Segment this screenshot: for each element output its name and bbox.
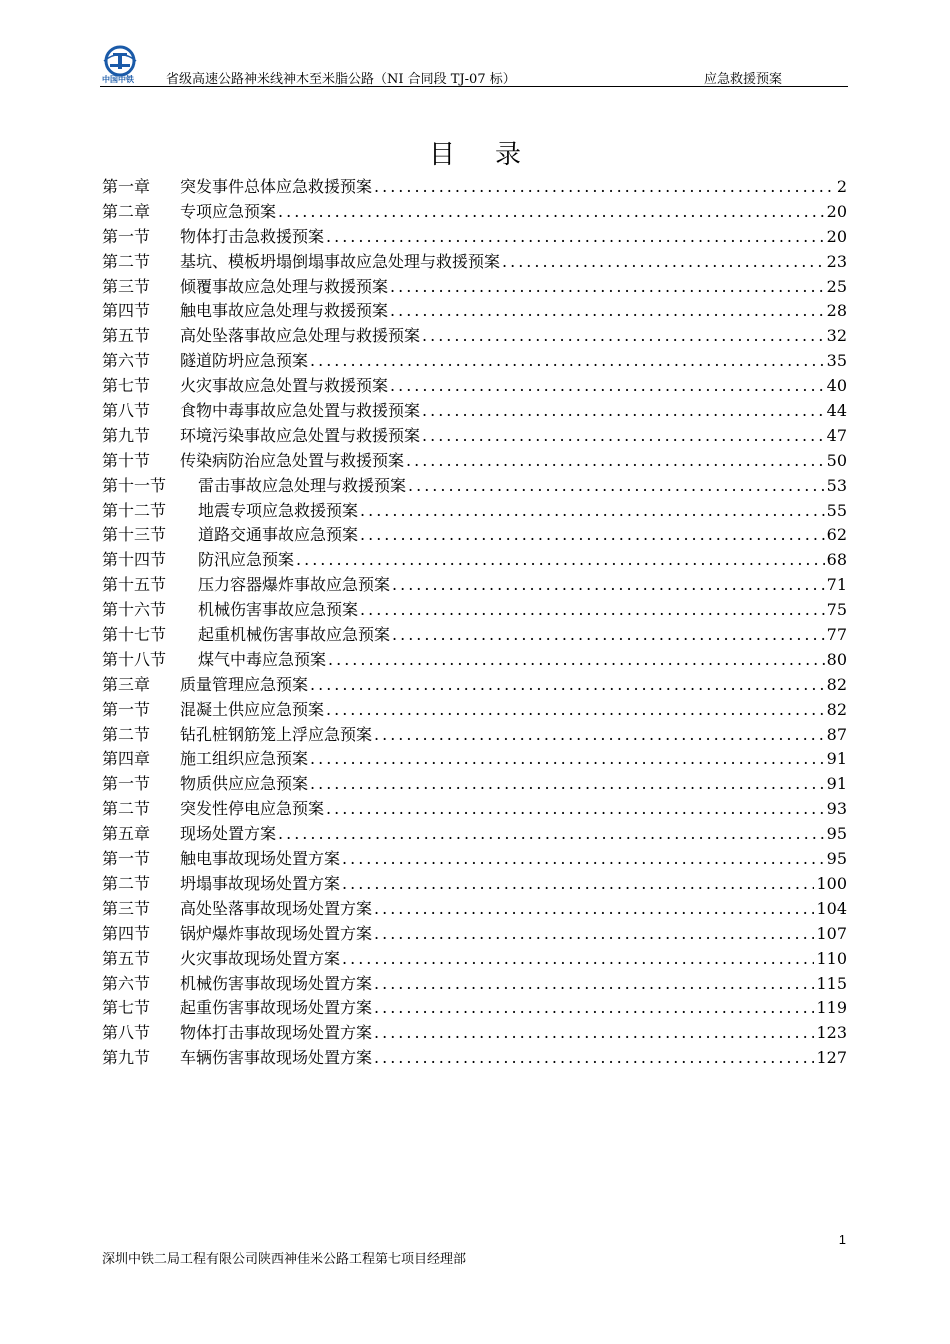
toc-title: 目录 — [428, 140, 561, 170]
toc-entry-page: 71 — [826, 575, 847, 595]
toc-entry-label: 第三节 — [102, 898, 151, 918]
toc-entry-heading: 钻孔桩钢筋笼上浮应急预案 — [180, 724, 373, 744]
toc-dot-leader — [310, 747, 825, 772]
toc-entry-label: 第一章 — [102, 177, 151, 196]
logo-text: 中国中铁 — [102, 75, 134, 84]
toc-entry-heading: 锅炉爆炸事故现场处置方案 — [180, 923, 373, 943]
toc-entry-heading: 压力容器爆炸事故应急预案 — [198, 575, 391, 595]
toc-entry-heading: 火灾事故现场处置方案 — [180, 948, 341, 968]
toc-dot-leader — [360, 598, 825, 623]
toc-entry-heading: 起重伤害事故现场处置方案 — [180, 998, 373, 1018]
toc-dot-leader — [374, 175, 835, 200]
toc-entry[interactable] — [102, 175, 847, 200]
page-number: 1 — [838, 1232, 846, 1247]
toc-dot-leader — [374, 972, 814, 997]
toc-entry[interactable] — [102, 275, 847, 300]
toc-entry-page: 93 — [826, 799, 847, 819]
toc-entry-heading: 防汛应急预案 — [198, 550, 295, 570]
toc-entry-heading: 专项应急预案 — [180, 201, 277, 221]
toc-entry[interactable] — [102, 374, 847, 399]
toc-entry[interactable] — [102, 648, 847, 673]
toc-dot-leader — [390, 275, 825, 300]
toc-entry-label: 第六节 — [102, 973, 151, 993]
toc-entry[interactable] — [102, 299, 847, 324]
toc-entry-page: 55 — [826, 500, 847, 520]
page-footer: 深圳中铁二局工程有限公司陕西神佳米公路工程第七项目经理部 — [102, 1252, 467, 1267]
toc-dot-leader — [360, 523, 825, 548]
toc-entry-page: 80 — [826, 649, 847, 669]
toc-entry-label: 第七节 — [102, 376, 151, 396]
toc-entry-heading: 煤气中毒应急预案 — [198, 649, 327, 669]
toc-dot-leader — [326, 698, 825, 723]
toc-entry-label: 第四章 — [102, 749, 151, 769]
toc-dot-leader — [342, 872, 814, 897]
toc-entry-label: 第三节 — [102, 276, 151, 296]
toc-entry-label: 第十二节 — [102, 500, 167, 520]
toc-entry-page: 95 — [826, 849, 847, 869]
toc-entry-label: 第十四节 — [102, 550, 167, 570]
toc-entry-heading: 环境污染事故应急处置与救援预案 — [180, 425, 421, 445]
toc-dot-leader — [326, 225, 825, 250]
toc-entry[interactable] — [102, 424, 847, 449]
toc-entry-label: 第十三节 — [102, 525, 167, 545]
toc-dot-leader — [342, 947, 814, 972]
toc-entry-page: 82 — [826, 674, 847, 694]
toc-entry[interactable] — [102, 972, 847, 997]
toc-entry-label: 第六节 — [102, 351, 151, 371]
toc-entry-label: 第二节 — [102, 251, 151, 271]
toc-entry-heading: 现场处置方案 — [180, 824, 277, 844]
toc-dot-leader — [374, 897, 814, 922]
toc-entry-page: 91 — [826, 749, 847, 769]
toc-entry-page: 82 — [826, 699, 847, 719]
toc-entry-page: 91 — [826, 774, 847, 794]
toc-entry-page: 35 — [826, 351, 847, 371]
header-divider — [100, 86, 848, 87]
toc-entry-page: 77 — [826, 625, 847, 645]
toc-entry[interactable] — [102, 349, 847, 374]
toc-entry-label: 第八节 — [102, 1023, 151, 1043]
toc-entry-label: 第十八节 — [102, 649, 167, 669]
toc-entry[interactable] — [102, 623, 847, 648]
toc-entry-page: 127 — [816, 1048, 847, 1068]
toc-entry[interactable] — [102, 250, 847, 275]
toc-entry[interactable] — [102, 324, 847, 349]
toc-dot-leader — [374, 1046, 814, 1071]
toc-dot-leader — [392, 623, 825, 648]
toc-entry-heading: 传染病防治应急处置与救援预案 — [180, 450, 405, 470]
toc-entry-label: 第二节 — [102, 799, 151, 819]
toc-dot-leader — [422, 324, 825, 349]
toc-entry-label: 第十节 — [102, 450, 151, 470]
toc-entry-page: 115 — [816, 973, 847, 993]
toc-dot-leader — [374, 922, 814, 947]
toc-entry-heading: 物质供应应急预案 — [180, 774, 309, 794]
toc-entry-page: 119 — [816, 998, 847, 1018]
toc-entry[interactable] — [102, 449, 847, 474]
toc-entry-heading: 道路交通事故应急预案 — [198, 525, 359, 545]
toc-entry[interactable] — [102, 723, 847, 748]
toc-entry-heading: 隧道防坍应急预案 — [180, 351, 309, 371]
toc-dot-leader — [360, 499, 825, 524]
toc-dot-leader — [422, 424, 825, 449]
toc-entry-page: 50 — [826, 450, 847, 470]
toc-entry-label: 第二节 — [102, 724, 151, 744]
toc-dot-leader — [328, 648, 825, 673]
toc-entry-heading: 倾覆事故应急处理与救援预案 — [180, 276, 389, 296]
toc-entry-label: 第十一节 — [102, 475, 167, 495]
toc-entry-heading: 机械伤害事故现场处置方案 — [180, 973, 373, 993]
toc-entry-page: 123 — [816, 1023, 847, 1043]
toc-entry[interactable] — [102, 1046, 847, 1071]
toc-entry[interactable] — [102, 573, 847, 598]
toc-entry-heading: 高处坠落事故应急处理与救援预案 — [180, 326, 421, 346]
toc-entry-heading: 混凝土供应应急预案 — [180, 699, 325, 719]
toc-entry-page: 40 — [826, 376, 847, 396]
header-document-type: 应急救援预案 — [703, 72, 782, 87]
toc-dot-leader — [278, 822, 825, 847]
toc-dot-leader — [278, 200, 825, 225]
toc-entry-heading: 施工组织应急预案 — [180, 749, 309, 769]
toc-entry[interactable] — [102, 698, 847, 723]
toc-entry-label: 第九节 — [102, 1048, 151, 1068]
toc-entry[interactable] — [102, 922, 847, 947]
toc-entry-page: 20 — [826, 201, 847, 221]
toc-entry-page: 53 — [826, 475, 847, 495]
toc-entry-heading: 高处坠落事故现场处置方案 — [180, 898, 373, 918]
toc-entry-label: 第五章 — [102, 824, 151, 844]
toc-entry-heading: 基坑、模板坍塌倒塌事故应急处理与救援预案 — [180, 251, 501, 271]
toc-entry[interactable] — [102, 474, 847, 499]
toc-entry-label: 第一节 — [102, 849, 151, 869]
toc-entry[interactable] — [102, 598, 847, 623]
toc-entry[interactable] — [102, 499, 847, 524]
toc-entry-page: 87 — [826, 724, 847, 744]
toc-entry-label: 第九节 — [102, 425, 151, 445]
toc-entry-heading: 物体打击事故现场处置方案 — [180, 1023, 373, 1043]
toc-entry[interactable] — [102, 673, 847, 698]
toc-entry-page: 95 — [826, 824, 847, 844]
toc-entry-page: 44 — [826, 401, 847, 421]
toc-entry[interactable] — [102, 772, 847, 797]
toc-entry-label: 第八节 — [102, 401, 151, 421]
toc-entry[interactable] — [102, 847, 847, 872]
toc-entry-label: 第十五节 — [102, 575, 167, 595]
toc-entry[interactable] — [102, 399, 847, 424]
toc-entry-page: 62 — [826, 525, 847, 545]
toc-entry[interactable] — [102, 996, 847, 1021]
toc-entry[interactable] — [102, 822, 847, 847]
toc-entry-label: 第十七节 — [102, 625, 167, 645]
toc-entry-label: 第三章 — [102, 674, 151, 694]
toc-entry[interactable] — [102, 947, 847, 972]
toc-entry-heading: 质量管理应急预案 — [180, 674, 309, 694]
toc-entry-heading: 食物中毒事故应急处置与救援预案 — [180, 401, 421, 421]
toc-entry-label: 第七节 — [102, 998, 151, 1018]
toc-entry-label: 第一节 — [102, 226, 151, 246]
toc-dot-leader — [310, 772, 825, 797]
toc-dot-leader — [374, 1021, 814, 1046]
toc-entry-label: 第二节 — [102, 873, 151, 893]
toc-dot-leader — [392, 573, 825, 598]
toc-entry-heading: 火灾事故应急处置与救援预案 — [180, 376, 389, 396]
toc-dot-leader — [390, 374, 825, 399]
toc-entry-heading: 机械伤害事故应急预案 — [198, 600, 359, 620]
toc-entry[interactable] — [102, 523, 847, 548]
header-title: 省级高速公路神米线神木至米脂公路（NI 合同段 TJ-07 标） — [166, 72, 516, 87]
toc-entry-page: 25 — [826, 276, 847, 296]
toc-entry-page: 23 — [826, 251, 847, 271]
toc-entry-page: 47 — [826, 425, 847, 445]
toc-entry[interactable] — [102, 897, 847, 922]
toc-entry-heading: 触电事故应急处理与救援预案 — [180, 301, 389, 321]
toc-entry-label: 第二章 — [102, 201, 151, 221]
toc-entry-page: 32 — [826, 326, 847, 346]
toc-entry-label: 第一节 — [102, 774, 151, 794]
toc-entry[interactable] — [102, 797, 847, 822]
toc-dot-leader — [406, 449, 825, 474]
toc-entry-label: 第四节 — [102, 923, 151, 943]
toc-dot-leader — [342, 847, 825, 872]
page-header — [100, 40, 848, 88]
toc-entry-label: 第五节 — [102, 948, 151, 968]
toc-entry[interactable] — [102, 1021, 847, 1046]
toc-entry-page: 28 — [826, 301, 847, 321]
toc-dot-leader — [326, 797, 825, 822]
toc-entry-label: 第十六节 — [102, 600, 167, 620]
toc-entry-heading: 起重机械伤害事故应急预案 — [198, 625, 391, 645]
table-of-contents — [102, 175, 847, 1071]
toc-entry-label: 第五节 — [102, 326, 151, 346]
toc-dot-leader — [422, 399, 825, 424]
toc-entry-page: 68 — [826, 550, 847, 570]
toc-entry-page: 20 — [826, 226, 847, 246]
toc-entry-heading: 触电事故现场处置方案 — [180, 849, 341, 869]
toc-entry-page: 75 — [826, 600, 847, 620]
toc-entry-heading: 雷击事故应急处理与救援预案 — [198, 475, 407, 495]
toc-entry-page: 100 — [816, 873, 847, 893]
toc-dot-leader — [310, 349, 825, 374]
toc-entry-page: 110 — [816, 948, 847, 968]
toc-entry[interactable] — [102, 747, 847, 772]
toc-entry-heading: 物体打击急救援预案 — [180, 226, 325, 246]
toc-entry-page: 2 — [836, 177, 847, 196]
toc-entry-heading: 突发事件总体应急救援预案 — [180, 177, 373, 196]
toc-entry[interactable] — [102, 548, 847, 573]
toc-entry-heading: 车辆伤害事故现场处置方案 — [180, 1048, 373, 1068]
toc-dot-leader — [390, 299, 825, 324]
toc-entry-label: 第一节 — [102, 699, 151, 719]
toc-dot-leader — [310, 673, 825, 698]
toc-dot-leader — [374, 996, 814, 1021]
toc-dot-leader — [408, 474, 825, 499]
toc-dot-leader — [374, 723, 825, 748]
toc-dot-leader — [502, 250, 825, 275]
toc-entry-heading: 地震专项应急救援预案 — [198, 500, 359, 520]
toc-entry[interactable] — [102, 225, 847, 250]
toc-entry[interactable] — [102, 200, 847, 225]
toc-entry[interactable] — [102, 872, 847, 897]
toc-entry-page: 104 — [816, 898, 847, 918]
toc-dot-leader — [296, 548, 825, 573]
toc-entry-heading: 坍塌事故现场处置方案 — [180, 873, 341, 893]
toc-entry-heading: 突发性停电应急预案 — [180, 799, 325, 819]
toc-entry-page: 107 — [816, 923, 847, 943]
toc-entry-label: 第四节 — [102, 301, 151, 321]
